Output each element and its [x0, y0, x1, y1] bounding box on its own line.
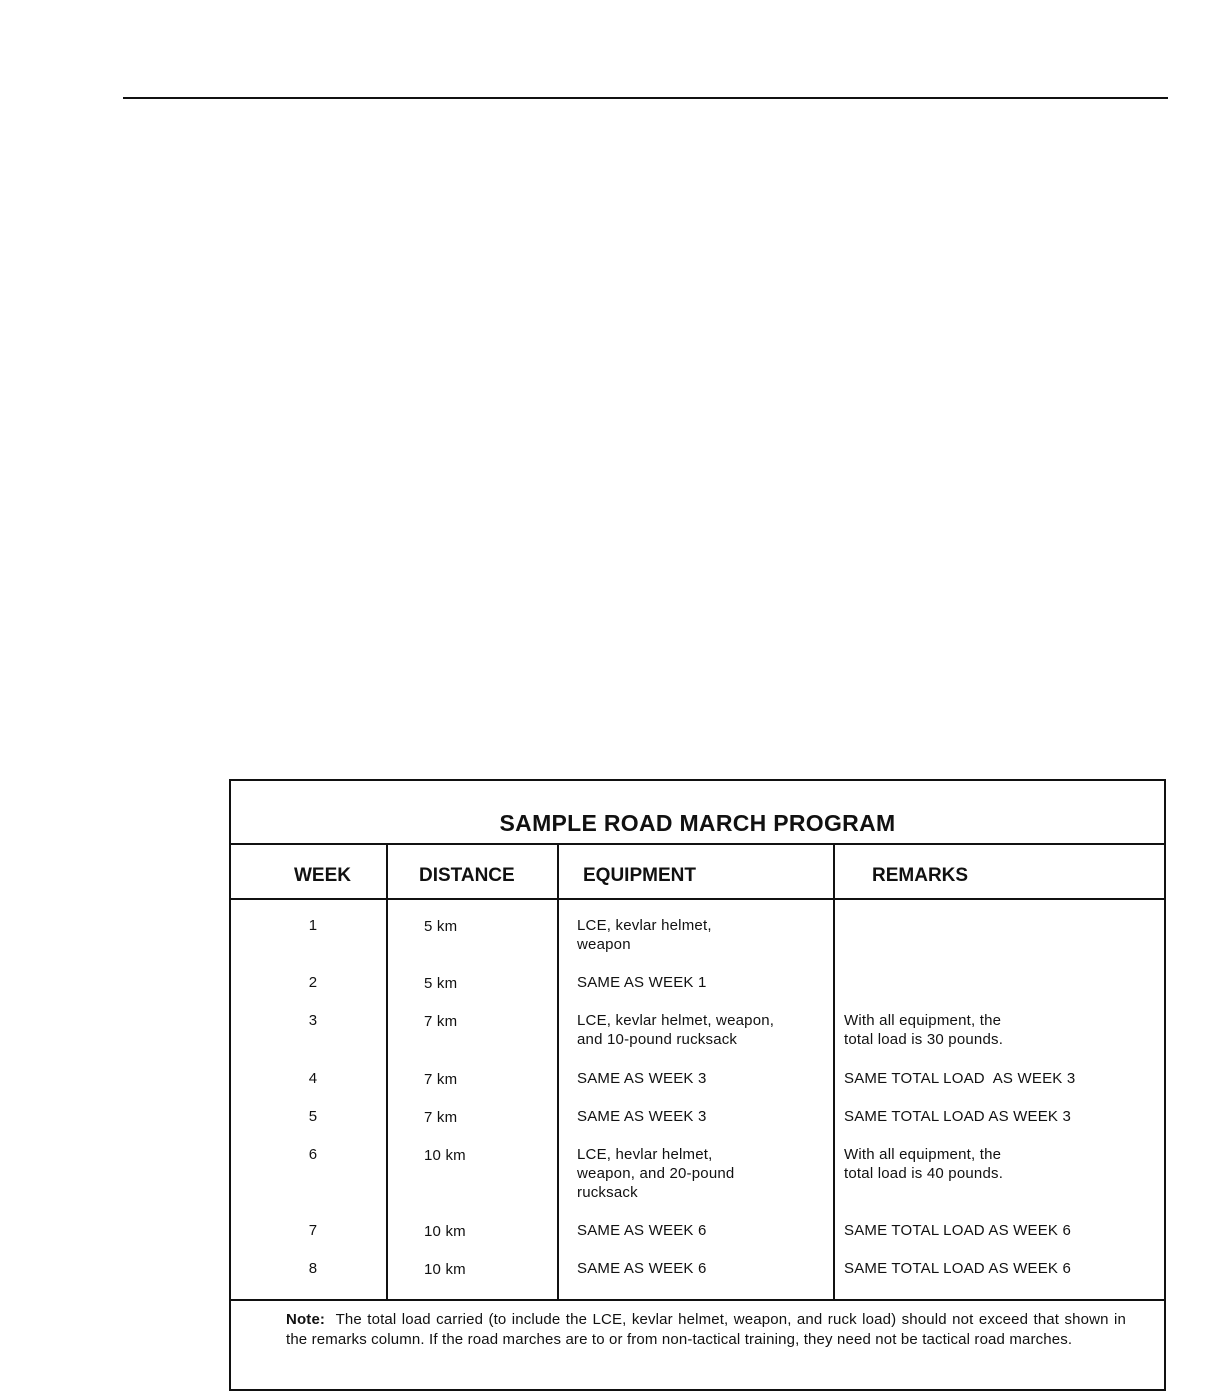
column-header-week: WEEK	[294, 865, 351, 886]
equipment-cell: LCE, hevlar helmet, weapon, and 20-pound rucksack	[577, 1146, 735, 1201]
distance-cell: 7 km	[424, 1071, 458, 1088]
distance-cell: 10 km	[424, 1147, 466, 1164]
equipment-cell: SAME AS WEEK 3	[577, 1070, 707, 1087]
column-divider-week-distance	[386, 845, 388, 1301]
week-cell: 1	[308, 917, 318, 934]
equipment-cell: LCE, kevlar helmet, weapon, and 10-pound rucksack	[577, 1012, 775, 1048]
top-horizontal-rule	[123, 97, 1168, 99]
note-label: Note:	[286, 1311, 326, 1328]
distance-cell: 7 km	[424, 1013, 458, 1030]
remarks-cell: SAME TOTAL LOAD AS WEEK 6	[844, 1222, 1072, 1239]
week-cell: 7	[308, 1222, 318, 1239]
equipment-cell: SAME AS WEEK 6	[577, 1222, 707, 1239]
week-cell: 8	[308, 1260, 318, 1277]
column-header-distance: DISTANCE	[419, 865, 515, 886]
remarks-cell: With all equipment, the total load is 30 pounds.	[844, 1012, 1004, 1048]
distance-cell: 10 km	[424, 1223, 466, 1240]
column-header-remarks: REMARKS	[872, 865, 969, 886]
remarks-cell: SAME TOTAL LOAD AS WEEK 6	[844, 1260, 1072, 1277]
week-cell: 6	[308, 1146, 318, 1163]
week-cell: 4	[308, 1070, 318, 1087]
table-note	[286, 1310, 1126, 1350]
week-cell: 2	[308, 974, 318, 991]
column-header-equipment: EQUIPMENT	[583, 865, 696, 886]
distance-cell: 5 km	[424, 975, 458, 992]
equipment-cell: SAME AS WEEK 3	[577, 1108, 707, 1125]
note-divider	[231, 1299, 1164, 1301]
equipment-cell: SAME AS WEEK 6	[577, 1260, 707, 1277]
header-divider	[231, 898, 1164, 900]
remarks-cell: SAME TOTAL LOAD AS WEEK 3	[844, 1070, 1076, 1087]
column-divider-distance-equipment	[557, 845, 559, 1301]
distance-cell: 7 km	[424, 1109, 458, 1126]
week-cell: 5	[308, 1108, 318, 1125]
remarks-cell: With all equipment, the total load is 40 pounds.	[844, 1146, 1004, 1182]
distance-cell: 10 km	[424, 1261, 466, 1278]
remarks-cell: SAME TOTAL LOAD AS WEEK 3	[844, 1108, 1072, 1125]
road-march-program-table	[229, 779, 1166, 1391]
table-title: SAMPLE ROAD MARCH PROGRAM	[231, 781, 1164, 845]
equipment-cell: LCE, kevlar helmet, weapon	[577, 917, 712, 953]
equipment-cell: SAME AS WEEK 1	[577, 974, 707, 991]
column-divider-equipment-remarks	[833, 845, 835, 1301]
distance-cell: 5 km	[424, 918, 458, 935]
note-text: The total load carried (to include the LCE, kevlar helmet, weapon, and ruck load) should not exceed that shown in the remarks column. If the road marches are to or from non-tactical training, they need not be tactical road marches.	[286, 1311, 1126, 1348]
week-cell: 3	[308, 1012, 318, 1029]
